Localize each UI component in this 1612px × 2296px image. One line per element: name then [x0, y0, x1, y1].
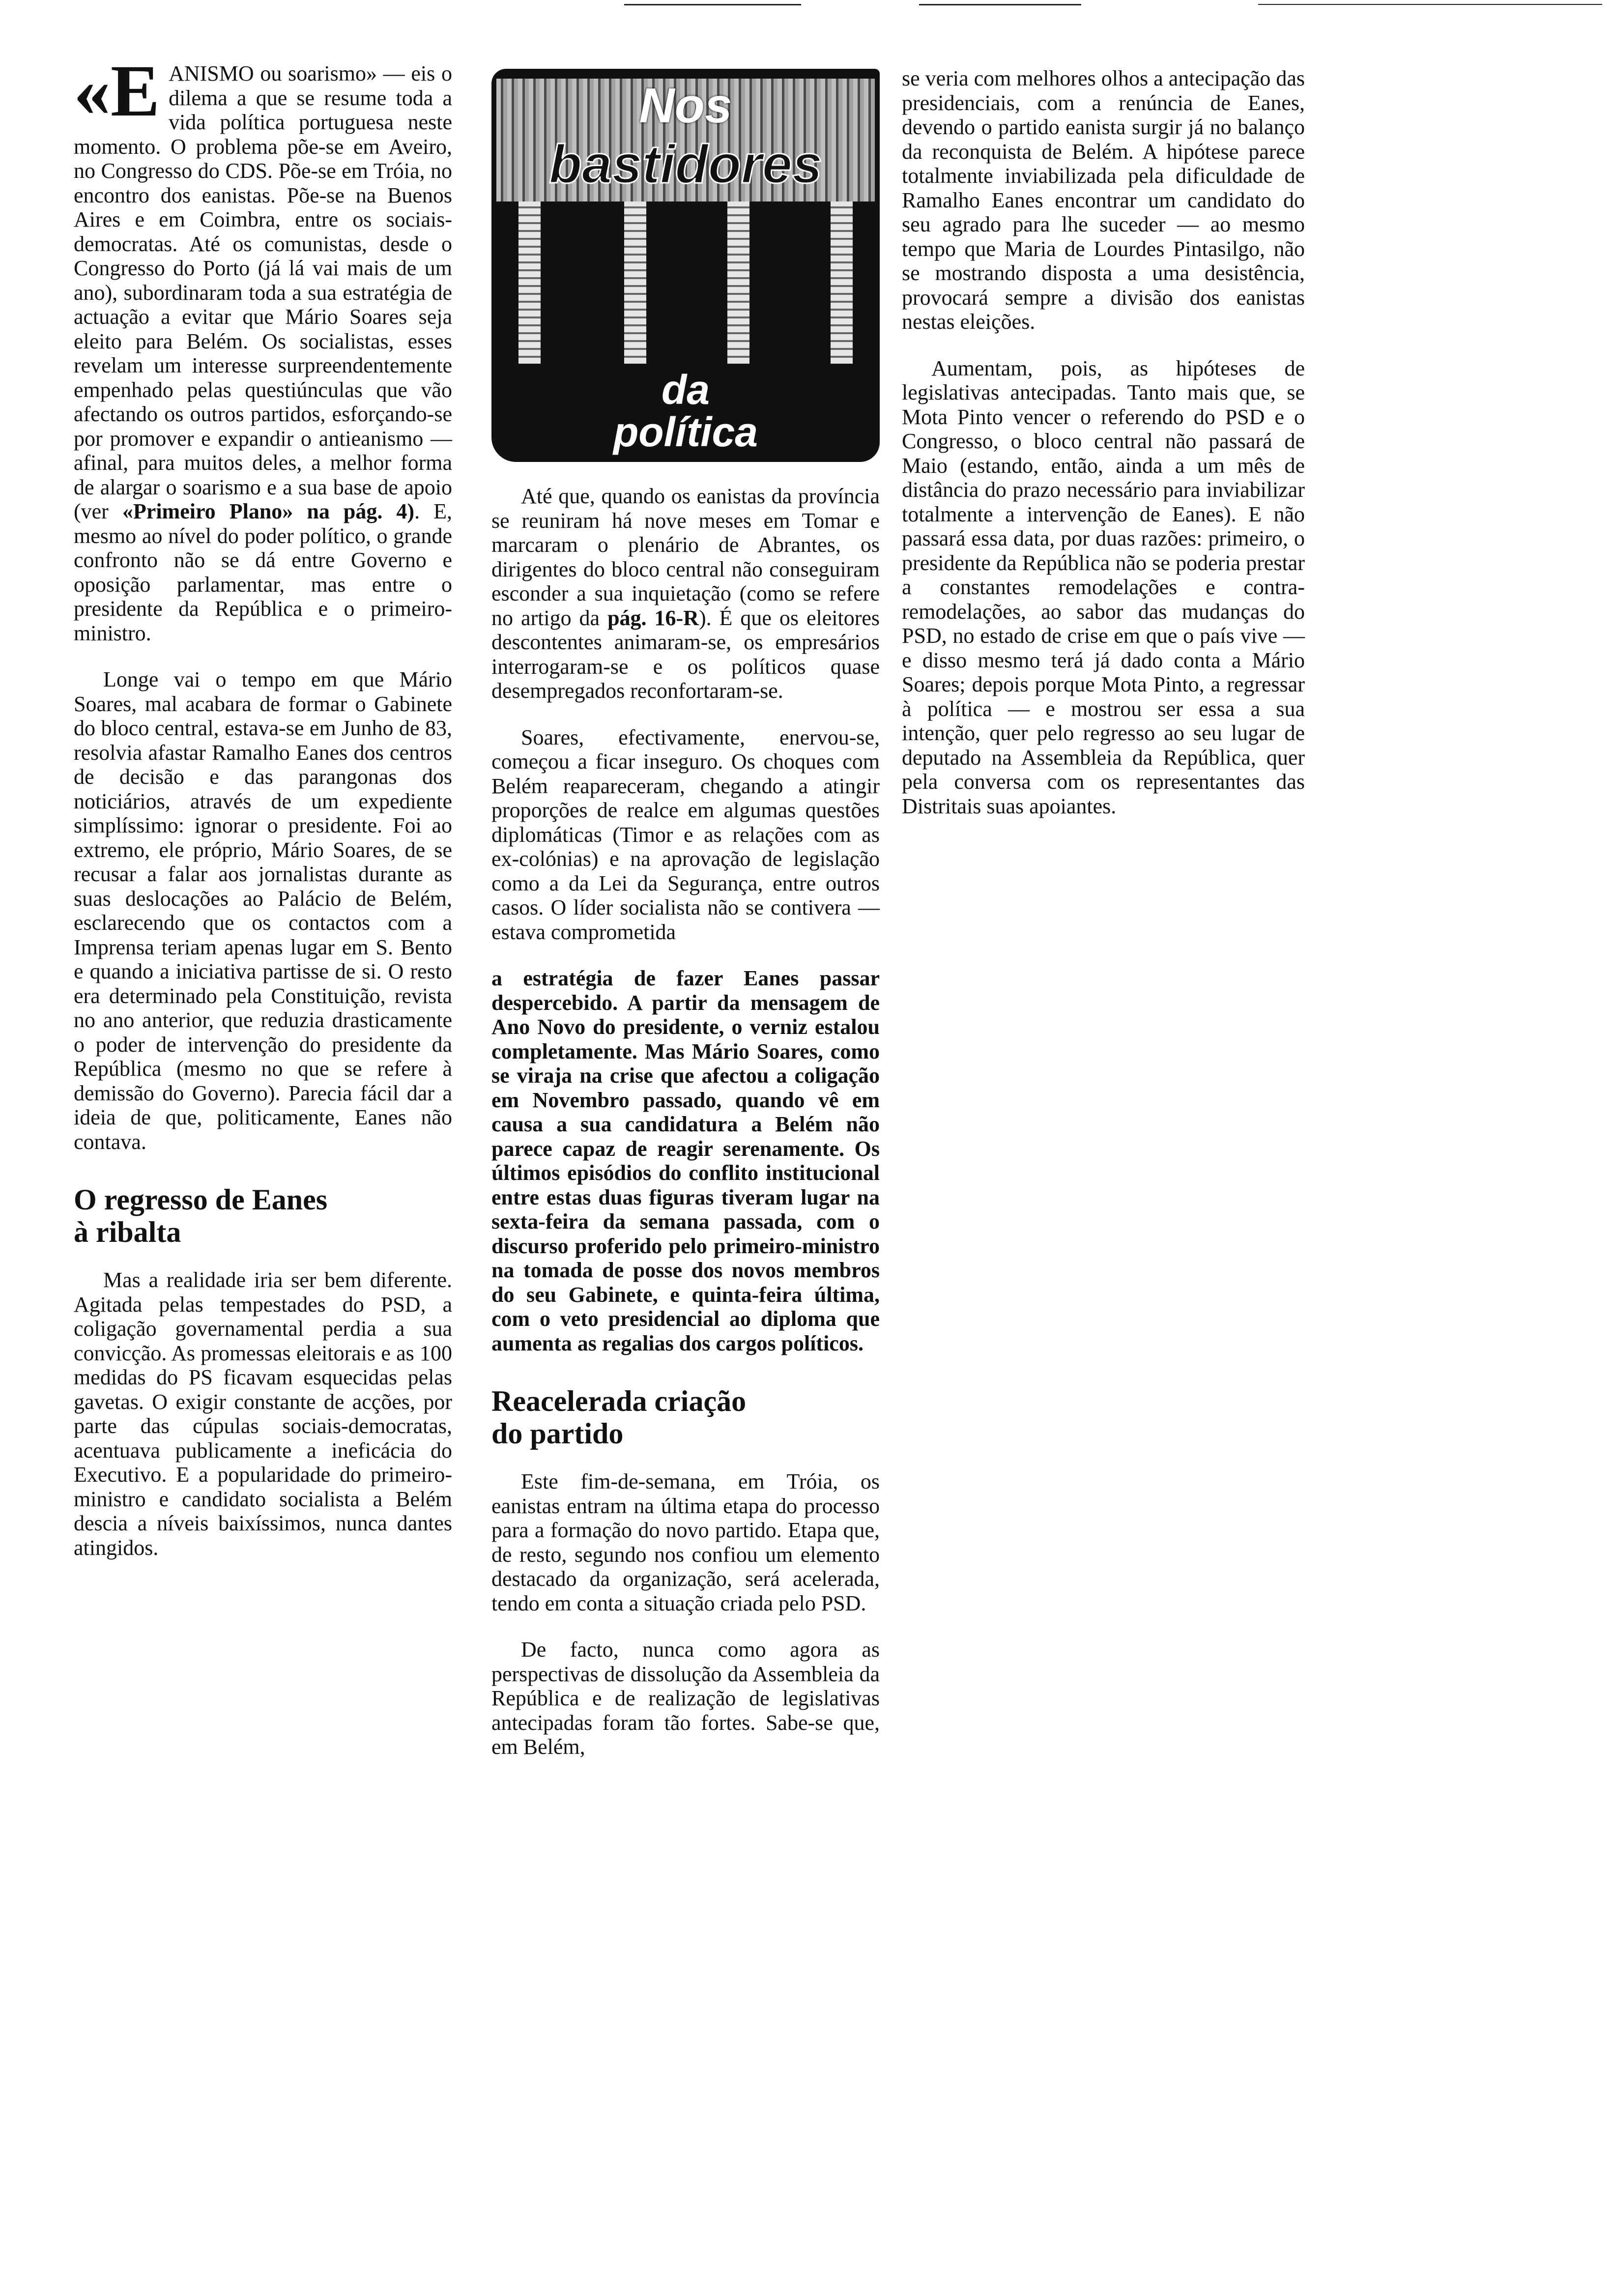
subheading: Reacelerada criação do partido [491, 1385, 747, 1450]
page-reference: pág. 16-R [607, 605, 699, 630]
page-reference: «Primeiro Plano» na pág. 4) [122, 499, 415, 523]
paragraph-text: . E, mesmo ao nível do poder político, o grande confronto não se dá entre Governo e oposição parlamentar, mas entre o presidente da República e o primeiro-ministro. [74, 499, 452, 645]
pillar [727, 201, 749, 364]
column-1 [74, 50, 452, 1560]
top-rule [624, 4, 801, 5]
paragraph: De facto, nunca como agora as perspectivas de dissolução da Assembleia da República e de realização de legislativas antecipadas foram tão fortes. Sabe-se que, em Belém, [491, 1637, 880, 1759]
paragraph: Mas a realidade iria ser bem diferente. Agitada pelas tempestades do PSD, a coligação governamental perdia a sua convicção. As promessas eleitorais e as 100 medidas do PS ficavam esquecidas pelas gavetas. O exigir constante de acções, por parte das cúpulas sociais-democratas, acentuava publicamente a ineficácia do Executivo. E a popularidade do primeiro-ministro e candidato socialista a Belém descia a níveis baixíssimos, nunca dantes atingidos. [74, 1268, 452, 1560]
paragraph-text: Até que, quando os eanistas da província se reuniram há nove meses em Tomar e marcaram o plenário de Abrantes, os dirigentes do bloco central não conseguiram esconder a sua inquietação (como se refere no artigo da [491, 484, 880, 630]
subheading: O regresso de Eanes à ribalta [74, 1183, 328, 1248]
paragraph-text: ANISMO ou soarismo» — eis o dilema a que se resume toda a vida política portuguesa neste momento. O problema põe-se em Aveiro, no Congresso do CDS. Põe-se em Tróia, no encontro dos eanistas. Põe-se na Buenos Aires e em Coimbra, entre os sociais-democratas. Até os comunistas, desde o Congresso do Porto (já lá vai mais de um ano), subordinaram toda a sua estratégia de actuação a evitar que Mário Soares seja eleito para Belém. Os socialistas, esses revelam um interesse surpreendentemente empenhado pelas questiúnculas que vão afectando os outros partidos, esforçando-se por promover e expandir o antieanismo — afinal, para muitos deles, a melhor forma de alargar o soarismo e a sua base de apoio (ver [74, 61, 452, 523]
column-3 [902, 66, 1305, 818]
paragraph: Aumentam, pois, as hipóteses de legislativas antecipadas. Tanto mais que, se Mota Pinto vencer o referendo do PSD e o Congresso, o bloco central não passará de Maio (estando, então, ainda a um mês de distância do prazo necessário para inviabilizar totalmente a intervenção de Eanes). E não passará essa data, por duas razões: primeiro, o presidente da República não se poderia prestar a constantes remodelações e contra-remodelações, ao sabor das mudanças do PSD, no estado de crise em que o país vive — e disso mesmo terá já dado conta a Mário Soares; depois porque Mota Pinto, a regressar à política — e mostrou ser essa a sua intenção, quer pelo regresso ao seu lugar de deputado na Assembleia da República, quer pela conversa com os representantes das Distritais suas apoiantes. [902, 356, 1305, 818]
top-rule [1258, 4, 1602, 5]
column-2 [491, 484, 880, 1759]
paragraph: a estratégia de fazer Eanes passar despercebido. A partir da mensagem de Ano Novo do presidente, o verniz estalou completamente. Mas Mário Soares, como se viraja na crise que afectou a coligação em Novembro passado, quando vê em causa a sua candidatura a Belém não parece capaz de reagir serenamente. Os últimos episódios do conflito institucional entre estas duas figuras tiveram lugar na sexta-feira da semana passada, com o discurso proferido pelo primeiro-ministro na tomada de posse dos novos membros do seu Gabinete, e quinta-feira última, com o veto presidencial ao diploma que aumenta as regalias dos cargos políticos. [491, 966, 880, 1355]
paragraph: Este fim-de-semana, em Tróia, os eanistas entram na última etapa do processo para a formação do novo partido. Etapa que, de resto, segundo nos confiou um elemento destacado da organização, será acelerada, tendo em conta a situação criada pelo PSD. [491, 1469, 880, 1615]
paragraph-text: ). É que os eleitores descontentes animaram-se, os empresários interrogaram-se e os políticos quase desempregados reconfortaram-se. [491, 605, 880, 703]
intro-paragraph [74, 50, 452, 645]
paragraph [491, 484, 880, 703]
logo-text [491, 369, 880, 453]
logo-text: Nos [639, 78, 732, 133]
top-rule [919, 4, 1081, 5]
paragraph: Longe vai o tempo em que Mário Soares, mal acabara de formar o Gabinete do bloco central, estava-se em Junho de 83, resolvia afastar Ramalho Eanes dos centros de decisão e das parangonas dos noticiários, através de um expediente simplíssimo: ignorar o presidente. Foi ao extremo, ele próprio, Mário Soares, de se recusar a falar aos jornalistas durante as suas deslocações ao Palácio de Belém, esclarecendo que os contactos com a Imprensa teriam apenas lugar em S. Bento e quando a iniciativa partisse de si. O resto era determinado pela Constituição, revista no ano anterior, que reduzia drasticamente o poder de intervenção do presidente da República (mesmo no que se refere à demissão do Governo). Parecia fácil dar a ideia de que, politicamente, Eanes não contava. [74, 667, 452, 1154]
drop-cap: «E [74, 50, 160, 132]
logo-text-line: política [613, 409, 758, 455]
paragraph: Soares, efectivamente, enervou-se, começou a ficar inseguro. Os choques com Belém reapareceram, chegando a atingir proporções de realce em algumas questões diplomáticas (Timor e as relações com as ex-colónias) e na aprovação de legislação como a da Lei da Segurança, entre outros casos. O líder socialista não se contivera — estava comprometida [491, 725, 880, 944]
section-logo-nos-bastidores-da-politica [491, 69, 880, 462]
pillar [518, 201, 541, 364]
pillar [624, 201, 646, 364]
paragraph: se veria com melhores olhos a antecipação das presidenciais, com a renúncia de Eanes, devendo o partido eanista surgir já no balanço da reconquista de Belém. A hipótese parece totalmente inviabilizada pela dificuldade de Ramalho Eanes encontrar um candidato do seu agrado para lhe suceder — ao mesmo tempo que Maria de Lourdes Pintasilgo, não se mostrando disposta a uma desistência, provocará sempre a divisão dos eanistas nestas eleições. [902, 66, 1305, 334]
logo-text-line: da [661, 367, 710, 413]
pillar [831, 201, 853, 364]
logo-text: bastidores [548, 134, 823, 195]
